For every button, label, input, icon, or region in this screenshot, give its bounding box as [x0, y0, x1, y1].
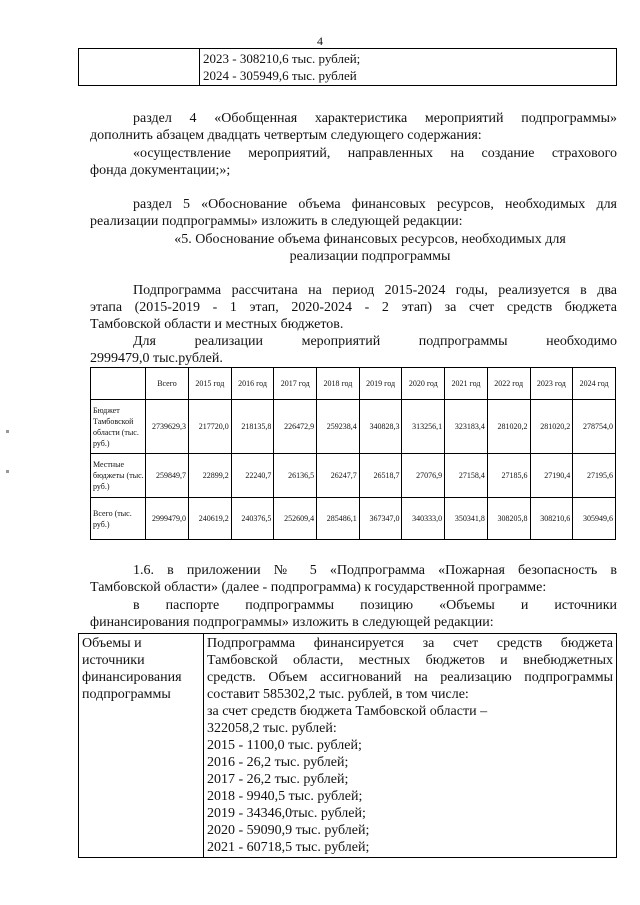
- section-heading-line1: «5. Обоснование объема финансовых ресурсов, необходимых для: [174, 232, 566, 247]
- cell-total-2019: 367347,0: [359, 498, 402, 540]
- top-continuation-table: [78, 48, 617, 86]
- cell-total-2016: 240376,5: [231, 498, 274, 540]
- para-needed-line2: 2999479,0 тыс.рублей.: [90, 351, 223, 366]
- header-cell-2022: 2022 год: [487, 368, 530, 400]
- cell-local-2022: 27185,6: [487, 454, 530, 498]
- page-number: 4: [317, 34, 323, 48]
- section-heading-line2: реализации подпрограммы: [289, 249, 451, 264]
- passport-line-7: 2015 - 1100,0 тыс. рублей;: [207, 738, 362, 753]
- top-line-2024: 2024 - 305949,6 тыс. рублей: [203, 68, 357, 83]
- finance-table: [90, 367, 616, 540]
- passport-left-cell: Объемы и источники финансирования подпрограммы: [79, 634, 204, 858]
- passport-line-13: 2021 - 60718,5 тыс. рублей;: [207, 840, 370, 855]
- cell-total-total: 2999479,0: [146, 498, 189, 540]
- passport-line-12: 2020 - 59090,9 тыс. рублей;: [207, 823, 370, 838]
- cell-regional-2020: 313256,1: [402, 400, 445, 454]
- cell-local-2024: 27195,6: [573, 454, 616, 498]
- cell-total-2017: 252609,4: [274, 498, 317, 540]
- scan-mark: [6, 470, 9, 473]
- cell-total-2023: 308210,6: [530, 498, 573, 540]
- cell-local-2016: 22240,7: [231, 454, 274, 498]
- passport-table: [78, 633, 617, 858]
- passport-line-9: 2017 - 26,2 тыс. рублей;: [207, 772, 349, 787]
- cell-local-2018: 26247,7: [317, 454, 360, 498]
- passport-line-11: 2019 - 34346,0тыс. рублей;: [207, 806, 366, 821]
- top-table-right-cell: [200, 49, 617, 86]
- para-insurance-line1: «осуществление мероприятий, направленных на создание страхового: [133, 146, 617, 161]
- cell-total-2021: 350341,8: [445, 498, 488, 540]
- para-section4-line1: раздел 4 «Обобщенная характеристика мероприятий подпрограммы»: [133, 111, 617, 126]
- para-period-line3: Тамбовской области и местных бюджетов.: [90, 317, 344, 332]
- para-period-line1: Подпрограмма рассчитана на период 2015-2024 годы, реализуется в два: [133, 283, 617, 298]
- cell-regional-total: 2739629,3: [146, 400, 189, 454]
- table-row-local-budgets: [91, 454, 616, 498]
- cell-local-total: 259849,7: [146, 454, 189, 498]
- para-insurance-line2: фонда документации;»;: [90, 163, 231, 178]
- cell-regional-2015: 217720,0: [189, 400, 232, 454]
- cell-total-2018: 285486,1: [317, 498, 360, 540]
- cell-regional-2024: 278754,0: [573, 400, 616, 454]
- cell-regional-2017: 226472,9: [274, 400, 317, 454]
- passport-right-cell: [204, 634, 617, 858]
- cell-regional-2022: 281020,2: [487, 400, 530, 454]
- header-cell-2021: 2021 год: [445, 368, 488, 400]
- cell-local-2020: 27076,9: [402, 454, 445, 498]
- para-section4-line2: дополнить абзацем двадцать четвертым следующего содержания:: [90, 128, 482, 143]
- para-section5-line2: реализации подпрограммы» изложить в следующей редакции:: [90, 214, 463, 229]
- para-appendix-line2: Тамбовской области» (далее - подпрограмма) к государственной программе:: [90, 580, 547, 595]
- cell-local-2017: 26136,5: [274, 454, 317, 498]
- cell-local-2019: 26518,7: [359, 454, 402, 498]
- row-label-total: Всего (тыс. руб.): [91, 498, 146, 540]
- para-passport-line1: в паспорте подпрограммы позицию «Объемы и источники: [133, 598, 617, 613]
- table-row-regional-budget: [91, 400, 616, 454]
- cell-local-2021: 27158,4: [445, 454, 488, 498]
- passport-line-6: 322058,2 тыс. рублей:: [207, 721, 337, 736]
- header-cell-total: Всего: [146, 368, 189, 400]
- row-label-local: Местные бюджеты (тыс. руб.): [91, 454, 146, 498]
- passport-line-4: составит 585302,2 тыс. рублей, в том числе:: [207, 687, 469, 702]
- top-table-left-cell: [79, 49, 200, 86]
- cell-regional-2016: 218135,8: [231, 400, 274, 454]
- header-cell-2017: 2017 год: [274, 368, 317, 400]
- passport-line-10: 2018 - 9940,5 тыс. рублей;: [207, 789, 363, 804]
- para-appendix-line1: 1.6. в приложении № 5 «Подпрограмма «Пожарная безопасность в: [133, 563, 617, 578]
- cell-local-2023: 27190,4: [530, 454, 573, 498]
- cell-total-2024: 305949,6: [573, 498, 616, 540]
- passport-line-1: Подпрограмма финансируется за счет средств бюджета: [207, 636, 613, 651]
- header-cell-2023: 2023 год: [530, 368, 573, 400]
- row-label-regional: Бюджет Тамбовской области (тыс. руб.): [91, 400, 146, 454]
- passport-line-2: Тамбовской области, местных бюджетов и внебюджетных: [207, 653, 613, 668]
- passport-line-3: средств. Объем ассигнований на реализацию подпрограммы: [207, 670, 613, 685]
- cell-regional-2023: 281020,2: [530, 400, 573, 454]
- cell-regional-2018: 259238,4: [317, 400, 360, 454]
- header-cell-2019: 2019 год: [359, 368, 402, 400]
- passport-line-5: за счет средств бюджета Тамбовской области –: [207, 704, 488, 719]
- top-line-2023: 2023 - 308210,6 тыс. рублей;: [203, 51, 361, 66]
- para-passport-line2: финансирования подпрограммы» изложить в следующей редакции:: [90, 615, 494, 630]
- cell-regional-2021: 323183,4: [445, 400, 488, 454]
- para-period-line2: этапа (2015-2019 - 1 этап, 2020-2024 - 2 этап) за счет средств бюджета: [90, 300, 617, 315]
- cell-total-2022: 308205,8: [487, 498, 530, 540]
- header-cell-2018: 2018 год: [317, 368, 360, 400]
- header-cell-empty: [91, 368, 146, 400]
- cell-regional-2019: 340828,3: [359, 400, 402, 454]
- cell-total-2020: 340333,0: [402, 498, 445, 540]
- cell-total-2015: 240619,2: [189, 498, 232, 540]
- header-cell-2015: 2015 год: [189, 368, 232, 400]
- scan-mark: [6, 430, 9, 433]
- finance-table-header-row: [91, 368, 616, 400]
- header-cell-2024: 2024 год: [573, 368, 616, 400]
- table-row-total: [91, 498, 616, 540]
- para-section5-line1: раздел 5 «Обоснование объема финансовых ресурсов, необходимых для: [133, 197, 617, 212]
- header-cell-2020: 2020 год: [402, 368, 445, 400]
- header-cell-2016: 2016 год: [231, 368, 274, 400]
- cell-local-2015: 22899,2: [189, 454, 232, 498]
- para-needed-line1: Для реализации мероприятий подпрограммы необходимо: [133, 334, 617, 349]
- passport-line-8: 2016 - 26,2 тыс. рублей;: [207, 755, 349, 770]
